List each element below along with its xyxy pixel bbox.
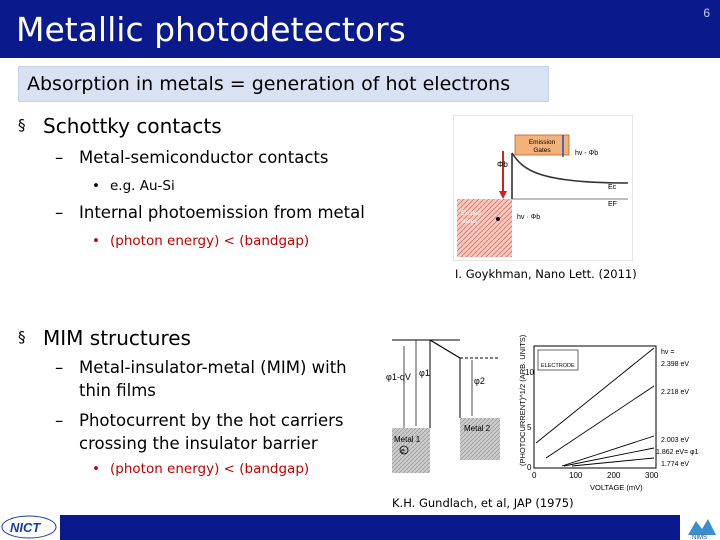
states-label: Excited xyxy=(461,211,481,217)
ytick-0: 0 xyxy=(527,463,532,472)
ytick-5: 5 xyxy=(527,423,532,432)
footer-bar xyxy=(60,515,680,540)
nims-logo-icon xyxy=(684,515,720,540)
xtick-300: 300 xyxy=(645,471,659,480)
dot-marker: • xyxy=(92,178,100,194)
dash-marker: – xyxy=(55,148,64,167)
emission-label: Emission xyxy=(528,139,556,146)
annot-1774: 1.774 eV xyxy=(661,461,690,468)
phi1-qv-label: φ1-qV xyxy=(386,372,411,382)
subtitle-banner xyxy=(18,66,549,102)
states-label-2: states xyxy=(461,219,478,225)
item-photocurrent-line2: crossing the insulator barrier xyxy=(79,434,318,453)
phi2-label: φ2 xyxy=(474,376,485,386)
annot-2003: 2.003 eV xyxy=(661,437,690,444)
xtick-200: 200 xyxy=(607,471,621,480)
hv-label: hv - Φb xyxy=(575,150,599,157)
metal2-label: Metal 2 xyxy=(464,424,491,433)
citation-goykhman: I. Goykhman, Nano Lett. (2011) xyxy=(455,267,637,281)
section-heading-schottky: Schottky contacts xyxy=(43,114,222,138)
item-photocurrent-line1: Photocurrent by the hot carriers xyxy=(79,411,344,430)
svg-text:NICT: NICT xyxy=(10,520,41,535)
item-photon-energy-1: (photon energy) < (bandgap) xyxy=(110,233,310,249)
annot-hv: hv = xyxy=(661,349,675,356)
plot-xlabel: VOLTAGE (mV) xyxy=(590,483,643,492)
annot-2218: 2.218 eV xyxy=(661,389,690,396)
header-bar xyxy=(0,0,720,58)
item-mim-line2: thin films xyxy=(79,381,156,400)
ec-label: Ec xyxy=(608,184,617,191)
electron-label: e xyxy=(401,448,405,455)
item-photon-energy-2: (photon energy) < (bandgap) xyxy=(110,461,310,477)
annot-1862: 1.862 eV= φ1 xyxy=(656,449,699,456)
citation-gundlach: K.H. Gundlach, et al, JAP (1975) xyxy=(392,496,574,510)
emission-label-2: Gates xyxy=(533,147,551,154)
page-number: 6 xyxy=(703,6,710,20)
item-mim-line1: Metal-insulator-metal (MIM) with xyxy=(79,358,347,377)
svg-text:NIMS: NIMS xyxy=(692,535,707,540)
phi1-label: φ1 xyxy=(419,368,430,378)
item-au-si: e.g. Au-Si xyxy=(110,178,175,194)
dot-marker: • xyxy=(92,461,100,477)
mim-diagram-and-plot xyxy=(386,318,712,494)
item-internal-photoemission: Internal photoemission from metal xyxy=(79,203,365,222)
xtick-100: 100 xyxy=(569,471,583,480)
bullet-icon: § xyxy=(18,116,26,134)
bullet-icon: § xyxy=(18,328,26,346)
dot-marker: • xyxy=(92,233,100,249)
phi-b-label: Φb xyxy=(497,160,508,169)
plot-ylabel: (PHOTOCURRENT)^1/2 (ARB. UNITS) xyxy=(518,334,527,466)
page-title: Metallic photodetectors xyxy=(16,10,406,49)
dash-marker: – xyxy=(55,358,64,377)
nict-logo-icon xyxy=(0,512,58,540)
ytick-10: 10 xyxy=(525,368,534,377)
dash-marker: – xyxy=(55,411,64,430)
xtick-0: 0 xyxy=(532,471,537,480)
annot-2398: 2.398 eV xyxy=(661,361,690,368)
dash-marker: – xyxy=(55,203,64,222)
section-heading-mim: MIM structures xyxy=(43,326,191,350)
ef-label: EF xyxy=(608,201,617,208)
metal1-label: Metal 1 xyxy=(394,435,421,444)
item-metal-semiconductor: Metal-semiconductor contacts xyxy=(79,148,329,167)
inset-label: ELECTRODE xyxy=(541,363,575,369)
banner-text: Absorption in metals = generation of hot electrons xyxy=(27,73,511,95)
hv2-label: hv · Φb xyxy=(517,214,541,221)
schottky-band-diagram xyxy=(453,115,633,261)
